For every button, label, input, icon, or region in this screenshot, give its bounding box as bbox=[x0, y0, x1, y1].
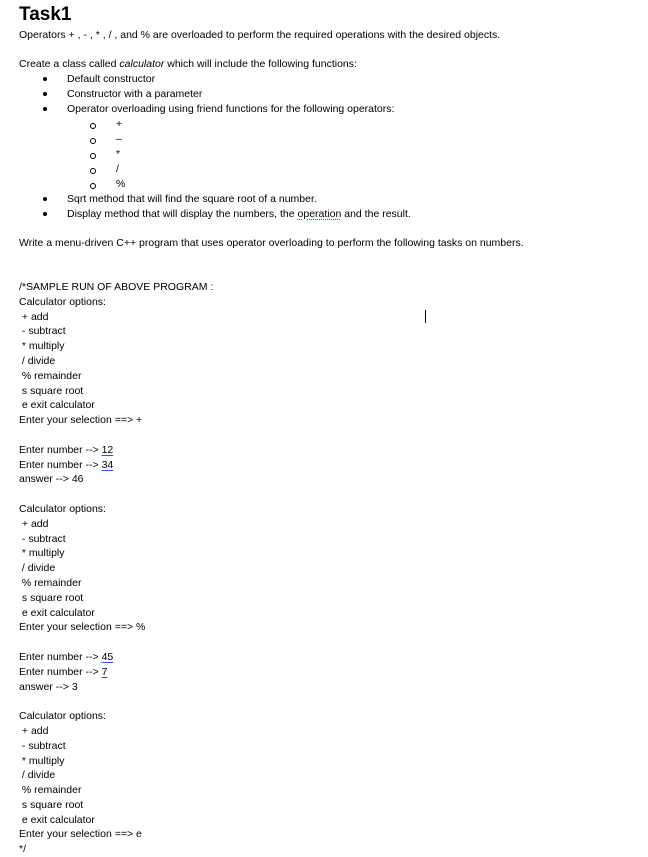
menu-add: + add bbox=[19, 517, 49, 530]
menu-divide: / divide bbox=[19, 769, 56, 782]
function-item: Sqrt method that will find the square root of a number. bbox=[67, 193, 317, 205]
sample-footer: */ bbox=[19, 843, 27, 856]
menu-add: + add bbox=[19, 724, 49, 737]
enter-number-line bbox=[19, 665, 213, 680]
class-name: calculator bbox=[119, 58, 165, 70]
menu-sqrt: s square root bbox=[19, 384, 84, 397]
answer-label: answer --> bbox=[19, 473, 69, 486]
menu-exit: e exit calculator bbox=[19, 399, 95, 412]
prompt-text: Enter your selection ==> bbox=[19, 828, 134, 841]
sub-bullet-icon bbox=[90, 123, 96, 129]
display-prefix: Display method that will display the numbers, the bbox=[67, 208, 298, 220]
answer-value: 46 bbox=[71, 473, 84, 486]
bullet-icon bbox=[43, 212, 47, 216]
bullet-icon bbox=[43, 197, 47, 201]
enter-number-label: Enter number --> bbox=[19, 458, 99, 471]
number-value: 34 bbox=[101, 458, 114, 471]
operator-item: * bbox=[116, 148, 121, 160]
selection-prompt bbox=[19, 413, 213, 428]
bullet-icon bbox=[43, 107, 47, 111]
sub-bullet-icon bbox=[90, 183, 96, 189]
selection-value: % bbox=[136, 621, 146, 634]
menu-divide: / divide bbox=[19, 354, 56, 367]
enter-number-label: Enter number --> bbox=[19, 443, 99, 456]
page-title: Task1 bbox=[19, 4, 72, 25]
function-item: Default constructor bbox=[67, 73, 156, 85]
operator-item: % bbox=[116, 178, 126, 190]
menu-sqrt: s square root bbox=[19, 798, 84, 811]
operator-item: – bbox=[116, 133, 122, 145]
enter-number-label: Enter number --> bbox=[19, 665, 99, 678]
selection-prompt bbox=[19, 620, 213, 635]
function-item bbox=[67, 207, 411, 221]
number-value: 45 bbox=[101, 650, 114, 663]
create-suffix: which will include the following functions: bbox=[164, 58, 357, 70]
text-cursor bbox=[425, 310, 426, 323]
menu-divide: / divide bbox=[19, 562, 56, 575]
options-title: Calculator options: bbox=[19, 710, 106, 723]
operator-item: / bbox=[116, 163, 119, 175]
prompt-text: Enter your selection ==> bbox=[19, 414, 134, 427]
sub-bullet-icon bbox=[90, 153, 96, 159]
menu-subtract: - subtract bbox=[19, 739, 66, 752]
prompt-text: Enter your selection ==> bbox=[19, 621, 134, 634]
selection-value: + bbox=[136, 414, 143, 427]
menu-remainder: % remainder bbox=[19, 576, 82, 589]
sub-bullet-icon bbox=[90, 168, 96, 174]
create-class-text bbox=[19, 57, 357, 71]
operator-item: + bbox=[116, 118, 123, 130]
options-title: Calculator options: bbox=[19, 295, 106, 308]
menu-multiply: * multiply bbox=[19, 547, 65, 560]
create-prefix: Create a class called bbox=[19, 58, 120, 70]
answer-line bbox=[19, 680, 213, 695]
answer-value: 3 bbox=[71, 680, 78, 693]
sub-bullet-icon bbox=[90, 138, 96, 144]
menu-multiply: * multiply bbox=[19, 754, 65, 767]
menu-multiply: * multiply bbox=[19, 340, 65, 353]
selection-prompt bbox=[19, 827, 213, 842]
enter-number-label: Enter number --> bbox=[19, 650, 99, 663]
sample-run bbox=[19, 280, 213, 857]
write-menu-text: Write a menu-driven C++ program that uses operator overloading to perform the following tasks on numbers. bbox=[19, 237, 524, 249]
intro-text: Operators + , - , * , / , and % are overloaded to perform the required operations with the desired objects. bbox=[19, 29, 501, 41]
enter-number-line bbox=[19, 458, 213, 473]
enter-number-line bbox=[19, 650, 213, 665]
menu-subtract: - subtract bbox=[19, 325, 66, 338]
number-value: 7 bbox=[101, 665, 108, 678]
answer-label: answer --> bbox=[19, 680, 69, 693]
display-suffix: and the result. bbox=[341, 208, 411, 220]
enter-number-line bbox=[19, 443, 213, 458]
menu-subtract: - subtract bbox=[19, 532, 66, 545]
menu-sqrt: s square root bbox=[19, 591, 84, 604]
display-operation-word: operation bbox=[297, 208, 342, 220]
menu-exit: e exit calculator bbox=[19, 606, 95, 619]
menu-add: + add bbox=[19, 310, 49, 323]
function-item: Constructor with a parameter bbox=[67, 88, 203, 100]
bullet-icon bbox=[43, 92, 47, 96]
number-value: 12 bbox=[101, 443, 114, 456]
bullet-icon bbox=[43, 77, 47, 81]
answer-line bbox=[19, 472, 213, 487]
options-title: Calculator options: bbox=[19, 502, 106, 515]
menu-remainder: % remainder bbox=[19, 369, 82, 382]
menu-exit: e exit calculator bbox=[19, 813, 95, 826]
menu-remainder: % remainder bbox=[19, 784, 82, 797]
function-item: Operator overloading using friend functions for the following operators: bbox=[67, 103, 395, 115]
sample-header: /*SAMPLE RUN OF ABOVE PROGRAM : bbox=[19, 281, 214, 293]
selection-value: e bbox=[136, 828, 142, 841]
